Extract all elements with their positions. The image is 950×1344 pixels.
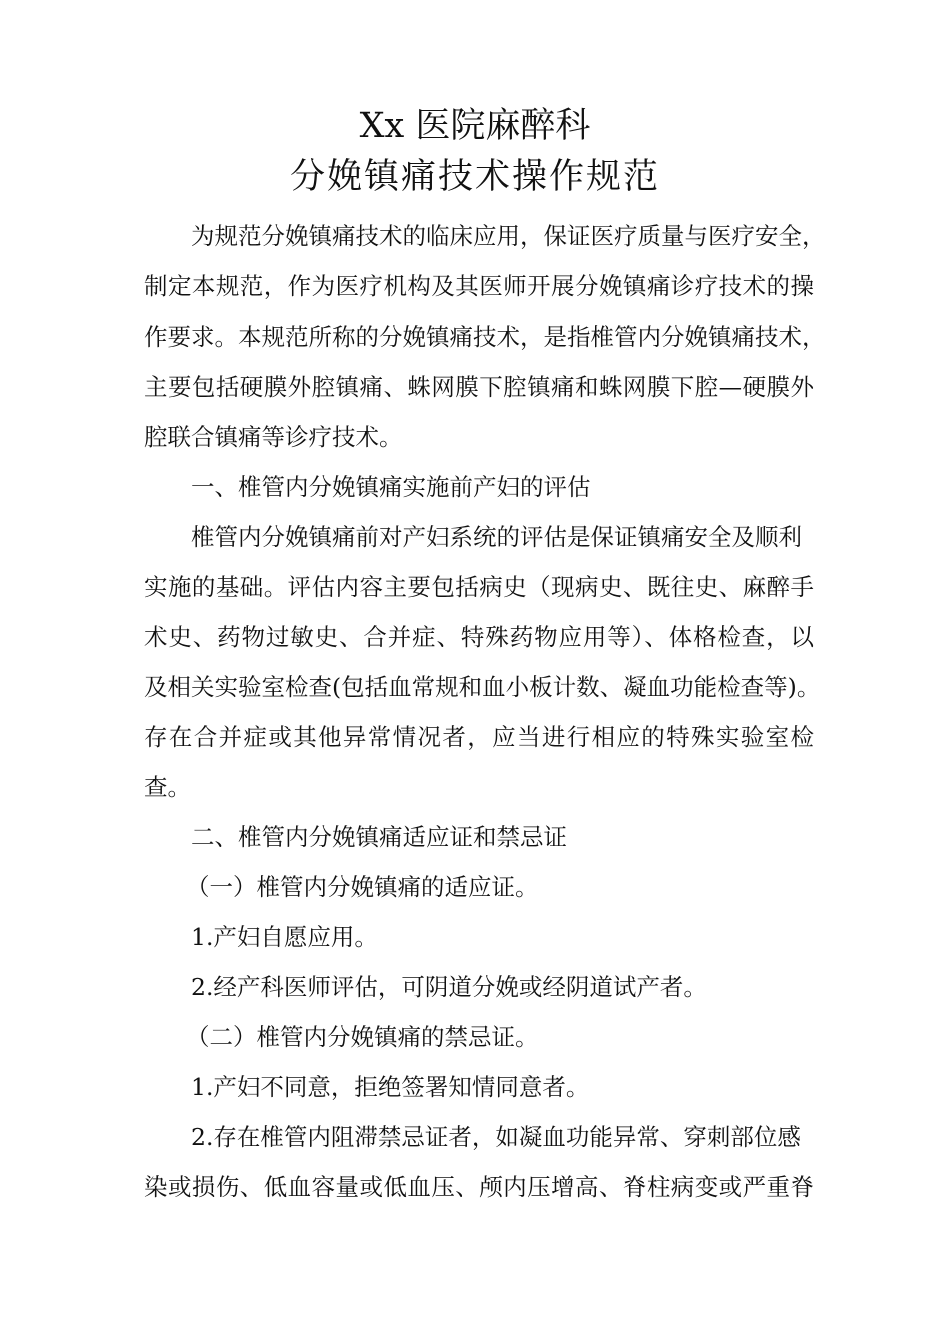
paragraph-assessment-line-1: 椎管内分娩镇痛前对产妇系统的评估是保证镇痛安全及顺利: [191, 523, 802, 551]
paragraph-assessment-line-5: 存在合并症或其他异常情况者，应当进行相应的特殊实验室检: [144, 723, 814, 751]
document-title-main: 分娩镇痛技术操作规范: [289, 157, 660, 197]
paragraph-assessment-line-3: 术史、药物过敏史、合并症、特殊药物应用等）、体格检查，以: [144, 623, 814, 651]
paragraph-intro-line-3: 作要求。本规范所称的分娩镇痛技术，是指椎管内分娩镇痛技术，: [144, 323, 826, 351]
section-heading-2: 二、椎管内分娩镇痛适应证和禁忌证: [191, 823, 567, 851]
paragraph-intro-line-2: 制定本规范，作为医疗机构及其医师开展分娩镇痛诊疗技术的操: [144, 272, 814, 300]
section-heading-1: 一、椎管内分娩镇痛实施前产妇的评估: [191, 473, 591, 501]
subsection-heading-indications: （一）椎管内分娩镇痛的适应证。: [186, 873, 539, 901]
paragraph-assessment-line-2: 实施的基础。评估内容主要包括病史（现病史、既往史、麻醉手: [144, 573, 814, 601]
contraindication-item-1: 1.产妇不同意，拒绝签署知情同意者。: [191, 1073, 590, 1101]
subsection-heading-contraindications: （二）椎管内分娩镇痛的禁忌证。: [186, 1023, 539, 1051]
contraindication-item-2-line-2: 染或损伤、低血容量或低血压、颅内压增高、脊柱病变或严重脊: [144, 1173, 814, 1201]
paragraph-assessment-line-4: 及相关实验室检查(包括血常规和血小板计数、凝血功能检查等)。: [144, 673, 821, 701]
paragraph-intro-line-5: 腔联合镇痛等诊疗技术。: [144, 423, 403, 451]
indication-item-2: 2.经产科医师评估，可阴道分娩或经阴道试产者。: [191, 973, 707, 1001]
paragraph-assessment-line-6: 查。: [144, 773, 191, 801]
document-title-hospital: Xx 医院麻醉科: [359, 106, 591, 146]
indication-item-1: 1.产妇自愿应用。: [191, 923, 378, 951]
paragraph-intro-line-1: 为规范分娩镇痛技术的临床应用，保证医疗质量与医疗安全，: [191, 222, 826, 250]
contraindication-item-2-line-1: 2.存在椎管内阻滞禁忌证者，如凝血功能异常、穿刺部位感: [191, 1123, 801, 1151]
paragraph-intro-line-4: 主要包括硬膜外腔镇痛、蛛网膜下腔镇痛和蛛网膜下腔—硬膜外: [144, 373, 814, 401]
